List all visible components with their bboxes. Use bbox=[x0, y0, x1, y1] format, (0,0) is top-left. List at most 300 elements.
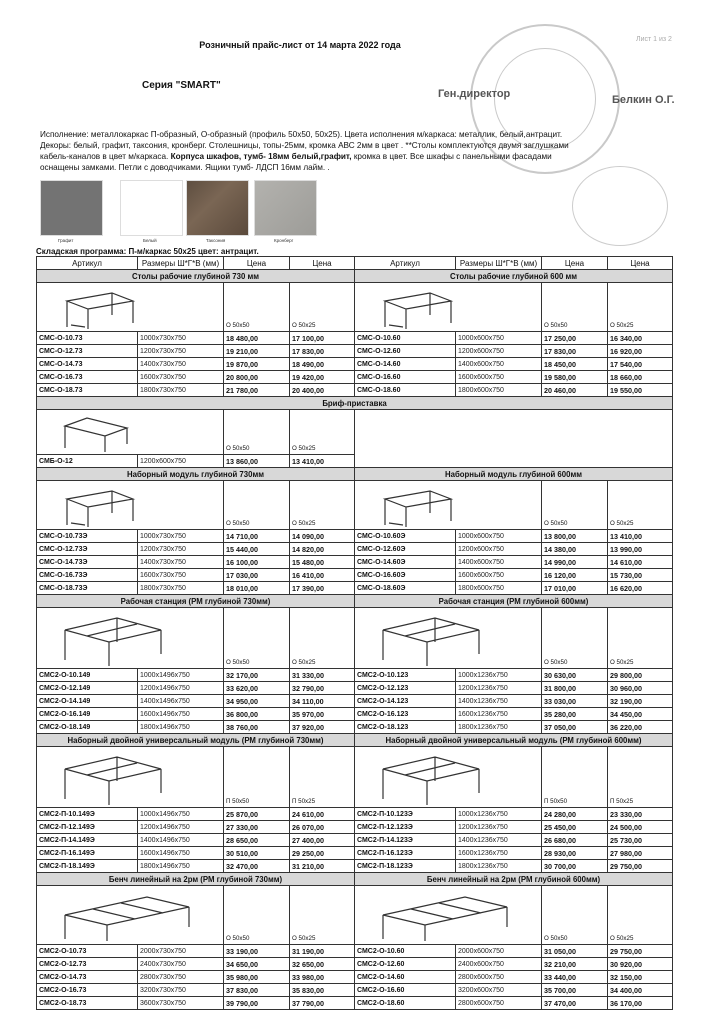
article-cell: СМС2-П-14.123Э bbox=[355, 834, 456, 847]
price-cell: 17 100,00 bbox=[290, 332, 355, 345]
finish-label: О 50х50 bbox=[542, 886, 608, 945]
finish-label: О 50х25 bbox=[290, 608, 355, 669]
price-cell: 32 470,00 bbox=[224, 860, 290, 873]
swatch-graphite bbox=[40, 180, 103, 236]
product-image-cell bbox=[37, 608, 224, 669]
price-cell: 21 780,00 bbox=[224, 384, 290, 397]
brief-illustration bbox=[57, 414, 137, 454]
price-cell: 16 100,00 bbox=[224, 556, 290, 569]
article-cell: СМС2-О-16.60 bbox=[355, 984, 456, 997]
finish-label: О 50х50 bbox=[224, 283, 290, 332]
article-cell: СМС2-О-12.149 bbox=[37, 682, 138, 695]
col-size: Размеры Ш*Г*В (мм) bbox=[456, 257, 542, 270]
article-cell: СМС2-О-10.60 bbox=[355, 945, 456, 958]
table-row bbox=[37, 834, 673, 847]
price-cell: 34 450,00 bbox=[608, 708, 673, 721]
section-title: Наборный модуль глубиной 730мм bbox=[37, 468, 355, 481]
size-cell: 1800х1496х750 bbox=[138, 721, 224, 734]
swatch-label: Графит bbox=[58, 238, 74, 243]
table-row bbox=[37, 332, 673, 345]
article-cell: СМС-О-12.60 bbox=[355, 345, 456, 358]
price-cell: 30 920,00 bbox=[608, 958, 673, 971]
price-cell: 25 450,00 bbox=[542, 821, 608, 834]
section-title: Столы рабочие глубиной 600 мм bbox=[355, 270, 673, 283]
size-cell: 1000х600х750 bbox=[456, 530, 542, 543]
article-cell: СМБ-О-12 bbox=[37, 455, 138, 468]
price-cell: 20 400,00 bbox=[290, 384, 355, 397]
price-cell: 13 990,00 bbox=[608, 543, 673, 556]
description-line: Декоры: белый, графит, таксония, кронберг. Столешницы, топы-25мм, кромка АВС 2мм в цвет . **Столы комплектуются двумя заглушками bbox=[40, 141, 569, 150]
article-cell: СМС-О-16.73 bbox=[37, 371, 138, 384]
finish-label: О 50х50 bbox=[224, 481, 290, 530]
price-cell: 32 210,00 bbox=[542, 958, 608, 971]
price-cell: 17 250,00 bbox=[542, 332, 608, 345]
size-cell: 1800х730х750 bbox=[138, 582, 224, 595]
price-cell: 32 150,00 bbox=[608, 971, 673, 984]
table-row bbox=[37, 543, 673, 556]
article-cell: СМС2-П-16.123Э bbox=[355, 847, 456, 860]
finish-label: О 50х50 bbox=[542, 481, 608, 530]
size-cell: 1200х600х750 bbox=[456, 345, 542, 358]
price-cell: 20 800,00 bbox=[224, 371, 290, 384]
article-cell: СМС2-П-16.149Э bbox=[37, 847, 138, 860]
size-cell: 1600х600х750 bbox=[456, 371, 542, 384]
stock-program: Складская программа: П-м/каркас 50х25 цвет: антрацит. bbox=[36, 247, 259, 256]
bench-illustration bbox=[375, 891, 515, 943]
series-title: Серия "SMART" bbox=[142, 80, 221, 91]
article-cell: СМС-О-10.60 bbox=[355, 332, 456, 345]
table-row bbox=[37, 582, 673, 595]
size-cell: 1600х1236х750 bbox=[456, 847, 542, 860]
price-cell: 16 340,00 bbox=[608, 332, 673, 345]
table-row bbox=[37, 556, 673, 569]
section-title: Рабочая станция (РМ глубиной 600мм) bbox=[355, 595, 673, 608]
finish-label: О 50х25 bbox=[608, 283, 673, 332]
price-cell: 17 830,00 bbox=[542, 345, 608, 358]
price-cell: 32 190,00 bbox=[608, 695, 673, 708]
price-cell: 36 800,00 bbox=[224, 708, 290, 721]
price-cell: 32 170,00 bbox=[224, 669, 290, 682]
table-row bbox=[37, 958, 673, 971]
finish-label: О 50х25 bbox=[608, 886, 673, 945]
price-cell: 13 410,00 bbox=[290, 455, 355, 468]
price-cell: 39 790,00 bbox=[224, 997, 290, 1010]
price-cell: 15 440,00 bbox=[224, 543, 290, 556]
price-cell: 37 470,00 bbox=[542, 997, 608, 1010]
description-line: Исполнение: металлокаркас П-образный, О-образный (профиль 50х50, 50х25). Цвета исполнения м/каркаса: металлик, белый,антрацит. bbox=[40, 130, 563, 139]
product-image-cell bbox=[355, 608, 542, 669]
empty-cell bbox=[355, 410, 673, 455]
illustration-row bbox=[37, 410, 673, 455]
price-cell: 37 920,00 bbox=[290, 721, 355, 734]
price-cell: 27 980,00 bbox=[608, 847, 673, 860]
finish-label: П 50х25 bbox=[290, 747, 355, 808]
table-row bbox=[37, 984, 673, 997]
table-row bbox=[37, 682, 673, 695]
price-cell: 33 980,00 bbox=[290, 971, 355, 984]
finish-label: О 50х25 bbox=[608, 481, 673, 530]
price-cell: 30 630,00 bbox=[542, 669, 608, 682]
size-cell: 2000х730х750 bbox=[138, 945, 224, 958]
section-header-row bbox=[37, 397, 673, 410]
size-cell: 1200х1236х750 bbox=[456, 821, 542, 834]
section-title: Бриф-приставка bbox=[37, 397, 673, 410]
price-cell: 27 330,00 bbox=[224, 821, 290, 834]
price-cell: 31 050,00 bbox=[542, 945, 608, 958]
product-image-cell bbox=[37, 481, 224, 530]
workstation-illustration bbox=[375, 612, 485, 668]
price-cell: 33 190,00 bbox=[224, 945, 290, 958]
price-cell: 29 800,00 bbox=[608, 669, 673, 682]
finish-label: О 50х25 bbox=[290, 283, 355, 332]
size-cell: 3600х730х750 bbox=[138, 997, 224, 1010]
size-cell: 1400х730х750 bbox=[138, 358, 224, 371]
price-cell: 18 490,00 bbox=[290, 358, 355, 371]
size-cell: 1000х1236х750 bbox=[456, 669, 542, 682]
product-image-cell bbox=[355, 283, 542, 332]
table-row bbox=[37, 997, 673, 1010]
article-cell: СМС-О-16.60Э bbox=[355, 569, 456, 582]
product-image-cell bbox=[37, 283, 224, 332]
finish-label: О 50х50 bbox=[542, 283, 608, 332]
price-cell: 35 830,00 bbox=[290, 984, 355, 997]
article-cell: СМС2-О-12.73 bbox=[37, 958, 138, 971]
price-cell: 15 730,00 bbox=[608, 569, 673, 582]
size-cell: 1000х600х750 bbox=[456, 332, 542, 345]
article-cell: СМС-О-16.60 bbox=[355, 371, 456, 384]
article-cell: СМС2-П-12.123Э bbox=[355, 821, 456, 834]
price-cell: 17 830,00 bbox=[290, 345, 355, 358]
workstation-illustration bbox=[57, 612, 167, 668]
size-cell: 1400х1496х750 bbox=[138, 834, 224, 847]
article-cell: СМС-О-12.73 bbox=[37, 345, 138, 358]
article-cell: СМС2-О-10.123 bbox=[355, 669, 456, 682]
price-cell: 35 700,00 bbox=[542, 984, 608, 997]
section-title: Наборный модуль глубиной 600мм bbox=[355, 468, 673, 481]
price-cell: 34 950,00 bbox=[224, 695, 290, 708]
article-cell: СМС2-О-10.149 bbox=[37, 669, 138, 682]
article-cell: СМС2-О-18.149 bbox=[37, 721, 138, 734]
size-cell: 1600х730х750 bbox=[138, 371, 224, 384]
price-cell: 16 410,00 bbox=[290, 569, 355, 582]
product-image-cell bbox=[355, 481, 542, 530]
price-cell: 14 610,00 bbox=[608, 556, 673, 569]
product-image-cell bbox=[37, 886, 224, 945]
price-cell: 37 830,00 bbox=[224, 984, 290, 997]
col-article: Артикул bbox=[355, 257, 456, 270]
size-cell: 1800х1236х750 bbox=[456, 860, 542, 873]
article-cell: СМС2-О-16.73 bbox=[37, 984, 138, 997]
page-number: Лист 1 из 2 bbox=[636, 36, 672, 43]
table-row bbox=[37, 945, 673, 958]
size-cell: 1200х730х750 bbox=[138, 543, 224, 556]
price-cell: 31 800,00 bbox=[542, 682, 608, 695]
article-cell: СМС2-О-14.149 bbox=[37, 695, 138, 708]
section-header-row bbox=[37, 734, 673, 747]
size-cell: 1200х1496х750 bbox=[138, 821, 224, 834]
size-cell: 1000х1236х750 bbox=[456, 808, 542, 821]
price-cell: 35 980,00 bbox=[224, 971, 290, 984]
product-image-cell bbox=[355, 747, 542, 808]
swatch-label: Кронберг bbox=[274, 238, 294, 243]
article-cell: СМС-О-14.60 bbox=[355, 358, 456, 371]
table-row bbox=[37, 530, 673, 543]
swatch-white bbox=[120, 180, 183, 236]
empty-cell bbox=[355, 455, 673, 468]
product-image-cell bbox=[37, 410, 224, 455]
price-cell: 25 730,00 bbox=[608, 834, 673, 847]
section-title: Бенч линейный на 2рм (РМ глубиной 730мм) bbox=[37, 873, 355, 886]
table-row bbox=[37, 669, 673, 682]
price-cell: 27 400,00 bbox=[290, 834, 355, 847]
table-row bbox=[37, 384, 673, 397]
size-cell: 2400х730х750 bbox=[138, 958, 224, 971]
table-row bbox=[37, 708, 673, 721]
article-cell: СМС-О-10.73 bbox=[37, 332, 138, 345]
article-cell: СМС2-О-14.60 bbox=[355, 971, 456, 984]
article-cell: СМС-О-14.73Э bbox=[37, 556, 138, 569]
size-cell: 1800х600х750 bbox=[456, 582, 542, 595]
section-title: Наборный двойной универсальный модуль (РМ глубиной 600мм) bbox=[355, 734, 673, 747]
table-row bbox=[37, 808, 673, 821]
price-cell: 14 380,00 bbox=[542, 543, 608, 556]
illustration-row bbox=[37, 608, 673, 669]
size-cell: 1600х1236х750 bbox=[456, 708, 542, 721]
size-cell: 3200х600х750 bbox=[456, 984, 542, 997]
price-cell: 17 030,00 bbox=[224, 569, 290, 582]
price-cell: 28 650,00 bbox=[224, 834, 290, 847]
price-cell: 25 870,00 bbox=[224, 808, 290, 821]
table-row bbox=[37, 569, 673, 582]
swatch-label: Белый bbox=[143, 238, 157, 243]
price-cell: 16 620,00 bbox=[608, 582, 673, 595]
table-row bbox=[37, 371, 673, 384]
price-cell: 37 790,00 bbox=[290, 997, 355, 1010]
table-row bbox=[37, 721, 673, 734]
size-cell: 1400х600х750 bbox=[456, 358, 542, 371]
table-row bbox=[37, 345, 673, 358]
col-article: Артикул bbox=[37, 257, 138, 270]
article-cell: СМС2-О-14.123 bbox=[355, 695, 456, 708]
price-cell: 33 440,00 bbox=[542, 971, 608, 984]
price-cell: 30 510,00 bbox=[224, 847, 290, 860]
price-cell: 13 860,00 bbox=[224, 455, 290, 468]
price-cell: 18 660,00 bbox=[608, 371, 673, 384]
size-cell: 1000х1496х750 bbox=[138, 808, 224, 821]
price-cell: 14 990,00 bbox=[542, 556, 608, 569]
price-cell: 34 650,00 bbox=[224, 958, 290, 971]
price-cell: 13 410,00 bbox=[608, 530, 673, 543]
article-cell: СМС2-О-18.123 bbox=[355, 721, 456, 734]
price-cell: 35 280,00 bbox=[542, 708, 608, 721]
article-cell: СМС2-О-10.73 bbox=[37, 945, 138, 958]
article-cell: СМС2-П-10.149Э bbox=[37, 808, 138, 821]
price-cell: 17 540,00 bbox=[608, 358, 673, 371]
illustration-row bbox=[37, 747, 673, 808]
price-cell: 19 420,00 bbox=[290, 371, 355, 384]
finish-label: О 50х50 bbox=[224, 608, 290, 669]
price-cell: 24 610,00 bbox=[290, 808, 355, 821]
article-cell: СМС2-О-14.73 bbox=[37, 971, 138, 984]
table-row bbox=[37, 695, 673, 708]
price-cell: 36 170,00 bbox=[608, 997, 673, 1010]
bird-emblem bbox=[572, 166, 668, 246]
price-cell: 24 280,00 bbox=[542, 808, 608, 821]
price-cell: 36 220,00 bbox=[608, 721, 673, 734]
article-cell: СМС-О-18.73Э bbox=[37, 582, 138, 595]
col-price: Цена bbox=[224, 257, 290, 270]
article-cell: СМС-О-12.60Э bbox=[355, 543, 456, 556]
price-cell: 31 190,00 bbox=[290, 945, 355, 958]
section-title: Столы рабочие глубиной 730 мм bbox=[37, 270, 355, 283]
price-table bbox=[36, 256, 673, 1010]
price-cell: 34 110,00 bbox=[290, 695, 355, 708]
finish-label: О 50х25 bbox=[290, 481, 355, 530]
price-cell: 28 930,00 bbox=[542, 847, 608, 860]
size-cell: 1400х600х750 bbox=[456, 556, 542, 569]
workstation-illustration bbox=[375, 751, 485, 807]
article-cell: СМС2-О-12.123 bbox=[355, 682, 456, 695]
table-row bbox=[37, 971, 673, 984]
section-header-row bbox=[37, 468, 673, 481]
size-cell: 1000х1496х750 bbox=[138, 669, 224, 682]
price-cell: 19 210,00 bbox=[224, 345, 290, 358]
price-cell: 33 620,00 bbox=[224, 682, 290, 695]
product-image-cell bbox=[37, 747, 224, 808]
illustration-row bbox=[37, 886, 673, 945]
price-cell: 16 120,00 bbox=[542, 569, 608, 582]
size-cell: 1200х730х750 bbox=[138, 345, 224, 358]
price-cell: 15 480,00 bbox=[290, 556, 355, 569]
size-cell: 1200х600х750 bbox=[456, 543, 542, 556]
price-cell: 18 010,00 bbox=[224, 582, 290, 595]
price-cell: 18 480,00 bbox=[224, 332, 290, 345]
price-cell: 35 970,00 bbox=[290, 708, 355, 721]
section-title: Бенч линейный на 2рм (РМ глубиной 600мм) bbox=[355, 873, 673, 886]
price-cell: 30 700,00 bbox=[542, 860, 608, 873]
product-image-cell bbox=[355, 886, 542, 945]
swatch-label: Таксония bbox=[206, 238, 226, 243]
col-price: Цена bbox=[290, 257, 355, 270]
article-cell: СМС-О-14.73 bbox=[37, 358, 138, 371]
finish-label: О 50х25 bbox=[290, 886, 355, 945]
director-label: Ген.директор bbox=[438, 88, 511, 100]
table-row bbox=[37, 860, 673, 873]
description-line: оснащены замками. Петли с доводчиками. Ящики тумб- ЛДСП 16мм лайм. . bbox=[40, 163, 330, 172]
section-title: Рабочая станция (РМ глубиной 730мм) bbox=[37, 595, 355, 608]
article-cell: СМС2-П-10.123Э bbox=[355, 808, 456, 821]
description bbox=[40, 129, 672, 173]
table-header-row bbox=[37, 257, 673, 270]
price-cell: 33 030,00 bbox=[542, 695, 608, 708]
finish-label: О 50х50 bbox=[224, 410, 290, 455]
price-cell: 19 580,00 bbox=[542, 371, 608, 384]
desk-illustration bbox=[57, 485, 137, 529]
price-cell: 13 800,00 bbox=[542, 530, 608, 543]
article-cell: СМС2-О-18.60 bbox=[355, 997, 456, 1010]
price-cell: 29 750,00 bbox=[608, 860, 673, 873]
size-cell: 1800х600х750 bbox=[456, 384, 542, 397]
section-header-row bbox=[37, 873, 673, 886]
size-cell: 1800х1496х750 bbox=[138, 860, 224, 873]
col-price: Цена bbox=[608, 257, 673, 270]
desk-illustration bbox=[57, 287, 137, 331]
price-cell: 31 330,00 bbox=[290, 669, 355, 682]
article-cell: СМС2-О-18.73 bbox=[37, 997, 138, 1010]
article-cell: СМС2-О-16.123 bbox=[355, 708, 456, 721]
price-cell: 23 330,00 bbox=[608, 808, 673, 821]
size-cell: 2400х600х750 bbox=[456, 958, 542, 971]
price-cell: 19 870,00 bbox=[224, 358, 290, 371]
price-cell: 17 390,00 bbox=[290, 582, 355, 595]
finish-label: П 50х25 bbox=[608, 747, 673, 808]
size-cell: 1400х1236х750 bbox=[456, 695, 542, 708]
size-cell: 3200х730х750 bbox=[138, 984, 224, 997]
desk-illustration bbox=[375, 485, 455, 529]
size-cell: 2800х600х750 bbox=[456, 997, 542, 1010]
bench-illustration bbox=[57, 891, 197, 943]
article-cell: СМС-О-18.60Э bbox=[355, 582, 456, 595]
price-cell: 38 760,00 bbox=[224, 721, 290, 734]
price-cell: 16 920,00 bbox=[608, 345, 673, 358]
table-row bbox=[37, 821, 673, 834]
finish-label: П 50х50 bbox=[542, 747, 608, 808]
size-cell: 1800х1236х750 bbox=[456, 721, 542, 734]
price-cell: 19 550,00 bbox=[608, 384, 673, 397]
price-cell: 17 010,00 bbox=[542, 582, 608, 595]
finish-label: П 50х50 bbox=[224, 747, 290, 808]
swatch-taxonia bbox=[186, 180, 249, 236]
size-cell: 2800х730х750 bbox=[138, 971, 224, 984]
size-cell: 1400х1496х750 bbox=[138, 695, 224, 708]
price-cell: 14 090,00 bbox=[290, 530, 355, 543]
size-cell: 1600х1496х750 bbox=[138, 708, 224, 721]
size-cell: 1000х730х750 bbox=[138, 332, 224, 345]
article-cell: СМС-О-14.60Э bbox=[355, 556, 456, 569]
illustration-row bbox=[37, 283, 673, 332]
size-cell: 1600х730х750 bbox=[138, 569, 224, 582]
article-cell: СМС-О-10.73Э bbox=[37, 530, 138, 543]
size-cell: 1800х730х750 bbox=[138, 384, 224, 397]
size-cell: 1200х1496х750 bbox=[138, 682, 224, 695]
article-cell: СМС2-П-14.149Э bbox=[37, 834, 138, 847]
price-cell: 26 680,00 bbox=[542, 834, 608, 847]
article-cell: СМС-О-18.60 bbox=[355, 384, 456, 397]
article-cell: СМС2-П-18.149Э bbox=[37, 860, 138, 873]
document-title: Розничный прайс-лист от 14 марта 2022 года bbox=[199, 40, 401, 50]
price-cell: 37 050,00 bbox=[542, 721, 608, 734]
size-cell: 1200х1236х750 bbox=[456, 682, 542, 695]
col-size: Размеры Ш*Г*В (мм) bbox=[138, 257, 224, 270]
col-price: Цена bbox=[542, 257, 608, 270]
article-cell: СМС2-П-18.123Э bbox=[355, 860, 456, 873]
table-row bbox=[37, 847, 673, 860]
size-cell: 1000х730х750 bbox=[138, 530, 224, 543]
price-cell: 32 650,00 bbox=[290, 958, 355, 971]
illustration-row bbox=[37, 481, 673, 530]
price-cell: 26 070,00 bbox=[290, 821, 355, 834]
signer-name: Белкин О.Г. bbox=[612, 94, 675, 106]
section-header-row bbox=[37, 270, 673, 283]
description-line: кабель-каналов в цвет м/каркаса. Корпуса шкафов, тумб- 18мм белый,графит, кромка в цвет. Все шкафы с панельными фасадами bbox=[40, 152, 552, 161]
article-cell: СМС2-П-12.149Э bbox=[37, 821, 138, 834]
price-cell: 31 210,00 bbox=[290, 860, 355, 873]
size-cell: 1400х1236х750 bbox=[456, 834, 542, 847]
price-cell: 32 790,00 bbox=[290, 682, 355, 695]
section-title: Наборный двойной универсальный модуль (РМ глубиной 730мм) bbox=[37, 734, 355, 747]
price-cell: 34 400,00 bbox=[608, 984, 673, 997]
finish-label: О 50х50 bbox=[542, 608, 608, 669]
